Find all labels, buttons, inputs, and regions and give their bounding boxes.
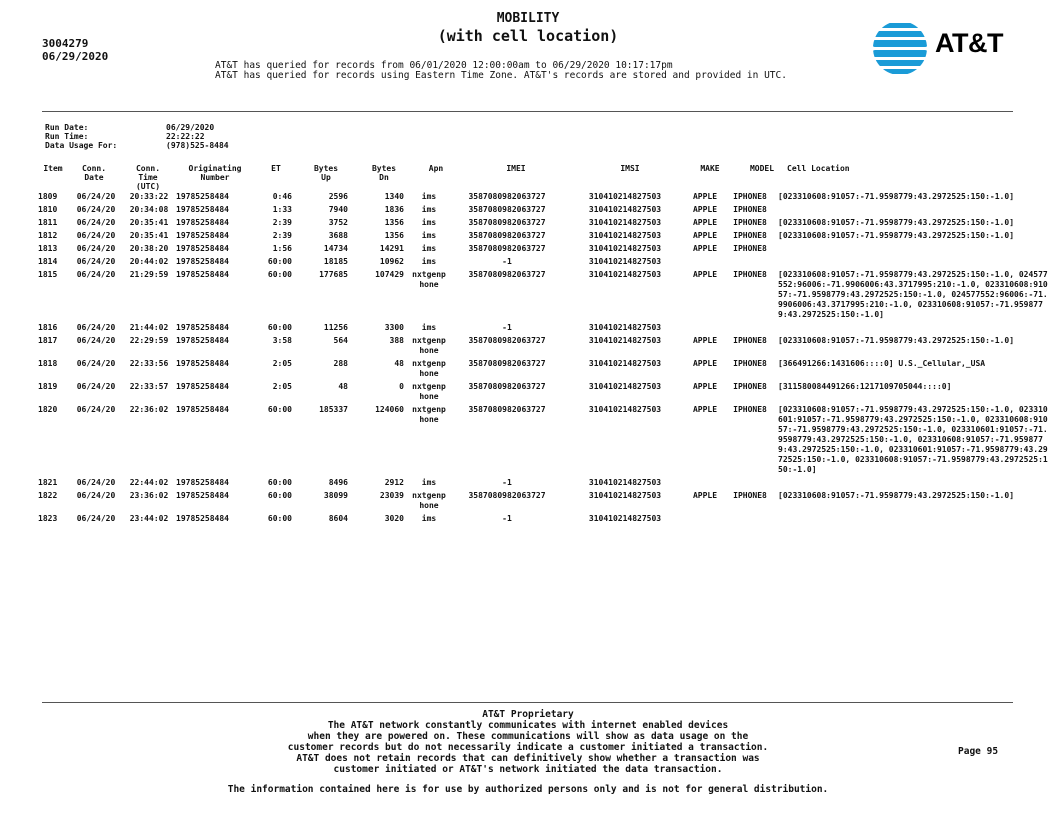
cell-location: [023310608:91057:-71.9598779:43.2972525:150:-1.0] (778, 218, 1015, 227)
cell-imei: -1 (502, 323, 512, 332)
cell-location (774, 205, 1052, 218)
cell-imsi: 310410214827503 (588, 405, 662, 414)
cell-imei: 3587080982063727 (468, 231, 546, 240)
cell-conn-date: 06/24/20 (76, 231, 116, 240)
cell-model (726, 323, 774, 336)
cell-bytes-dn: 1836 (384, 205, 404, 214)
cell-originating-number: 19785258484 (176, 382, 229, 391)
cell-et: 60:00 (267, 257, 292, 266)
footer-line: The AT&T network constantly communicates with internet enabled devices (327, 720, 729, 731)
cell-conn-time: 22:33:56 (129, 359, 169, 368)
footer-line: customer initiated or AT&T's network initiated the data transaction. (333, 764, 723, 775)
cell-make (684, 257, 726, 270)
cell-make: APPLE (692, 244, 718, 253)
cell-imei: 3587080982063727 (468, 270, 546, 279)
cell-imsi: 310410214827503 (588, 218, 662, 227)
cell-make: APPLE (692, 336, 718, 345)
cell-et: 3:58 (272, 336, 292, 345)
cell-originating-number: 19785258484 (176, 514, 229, 523)
cell-imsi: 310410214827503 (588, 205, 662, 214)
cell-model: IPHONE8 (733, 382, 767, 391)
cell-conn-time: 20:34:08 (129, 205, 169, 214)
cell-item: 1821 (38, 478, 58, 487)
cell-originating-number: 19785258484 (176, 336, 229, 345)
cell-apn: ims (421, 478, 437, 487)
cell-conn-time: 22:36:02 (129, 405, 169, 414)
page-subtitle: (with cell location) (437, 27, 619, 45)
cell-item: 1813 (38, 244, 58, 253)
cell-bytes-up: 7940 (328, 205, 348, 214)
cell-et: 60:00 (267, 514, 292, 523)
cell-imsi: 310410214827503 (588, 359, 662, 368)
cell-apn: nxtgenphone (412, 382, 446, 401)
cell-originating-number: 19785258484 (176, 257, 229, 266)
cell-et: 1:56 (272, 244, 292, 253)
cell-conn-date: 06/24/20 (76, 205, 116, 214)
cell-location (774, 257, 1052, 270)
footer-title: AT&T Proprietary (482, 709, 574, 720)
cell-imsi: 310410214827503 (588, 514, 662, 523)
table-row (38, 231, 1052, 244)
cell-location (774, 323, 1052, 336)
cell-bytes-up: 3752 (328, 218, 348, 227)
cell-et: 2:39 (272, 231, 292, 240)
cell-apn: ims (421, 205, 437, 214)
cell-bytes-up: 8496 (328, 478, 348, 487)
cell-item: 1814 (38, 257, 58, 266)
cell-bytes-dn: 124060 (375, 405, 404, 414)
col-item-header: Item (43, 164, 63, 173)
att-logo-text: AT&T (935, 28, 1003, 58)
cell-conn-date: 06/24/20 (76, 244, 116, 253)
cell-conn-date: 06/24/20 (76, 323, 116, 332)
cell-location (774, 478, 1052, 491)
cell-make: APPLE (692, 231, 718, 240)
cell-conn-date: 06/24/20 (76, 192, 116, 201)
footer-line: AT&T does not retain records that can definitively show whether a transaction was (296, 753, 760, 764)
cell-originating-number: 19785258484 (176, 359, 229, 368)
page-number: Page 95 (958, 746, 999, 757)
cell-conn-time: 20:38:20 (129, 244, 169, 253)
cell-conn-time: 21:29:59 (129, 270, 169, 279)
cell-location: [023310608:91057:-71.9598779:43.2972525:150:-1.0] (778, 231, 1015, 240)
cell-make (684, 514, 726, 527)
cell-conn-time: 20:33:22 (129, 192, 169, 201)
cell-location: [366491266:1431606::::0] U.S._Cellular,_USA (778, 359, 986, 368)
cell-conn-date: 06/24/20 (76, 336, 116, 345)
cell-bytes-up: 11256 (323, 323, 348, 332)
cell-conn-time: 20:44:02 (129, 257, 169, 266)
cell-item: 1809 (38, 192, 58, 201)
table-row (38, 218, 1052, 231)
cell-imsi: 310410214827503 (588, 257, 662, 266)
cell-originating-number: 19785258484 (176, 244, 229, 253)
cell-originating-number: 19785258484 (176, 405, 229, 414)
cell-imei: 3587080982063727 (468, 218, 546, 227)
query-range-text: AT&T has queried for records from 06/01/2020 12:00:00am to 06/29/2020 10:17:17pm (215, 60, 673, 71)
cell-model: IPHONE8 (733, 405, 767, 414)
cell-item: 1818 (38, 359, 58, 368)
col-imei-header: IMEI (506, 164, 526, 173)
cell-bytes-dn: 23039 (379, 491, 404, 500)
col-originating-header: Originating Number (188, 164, 242, 182)
cell-make: APPLE (692, 405, 718, 414)
cell-et: 2:05 (272, 382, 292, 391)
cell-model (726, 514, 774, 527)
cell-conn-date: 06/24/20 (76, 405, 116, 414)
cell-bytes-up: 177685 (319, 270, 348, 279)
footer-divider (42, 702, 1013, 703)
cell-conn-date: 06/24/20 (76, 514, 116, 523)
cell-bytes-dn: 0 (399, 382, 404, 391)
col-apn-header: Apn (428, 164, 444, 173)
cell-item: 1811 (38, 218, 58, 227)
header-divider (42, 111, 1013, 112)
cell-make: APPLE (692, 382, 718, 391)
cell-item: 1819 (38, 382, 58, 391)
cell-apn: ims (421, 514, 437, 523)
cell-imei: 3587080982063727 (468, 359, 546, 368)
cell-et: 60:00 (267, 270, 292, 279)
cell-model: IPHONE8 (733, 231, 767, 240)
cell-bytes-up: 564 (333, 336, 348, 345)
cell-originating-number: 19785258484 (176, 270, 229, 279)
col-bytes-up-header: Bytes Up (313, 164, 339, 182)
page-title: MOBILITY (496, 11, 560, 26)
col-et-header: ET (271, 164, 281, 173)
table-row (38, 405, 1052, 478)
cell-apn: nxtgenphone (412, 491, 446, 510)
cell-apn: nxtgenphone (412, 270, 446, 289)
cell-model: IPHONE8 (733, 205, 767, 214)
cell-apn: ims (421, 218, 437, 227)
cell-location: [023310608:91057:-71.9598779:43.2972525:150:-1.0, 024577552:96006:-71.9906006:43.3717995:210:-1.0, 023310608:91057:-71.9598779:43.2972525:150:-1.0, 024577552:96006:-71.9906006:43.3717995:210:-1.0, 023310608:91057:-71.9598779:43.2972525:150:-1.0] (778, 270, 1048, 319)
cell-bytes-up: 288 (333, 359, 348, 368)
cell-location: [023310608:91057:-71.9598779:43.2972525:150:-1.0, 023310601:91057:-71.9598779:43.2972525:150:-1.0, 023310608:91057:-71.9598779:43.2972525:150:-1.0, 023310601:91057:-71.9598779:43.2972525:150:-1.0, 023310608:91057:-71.9598779:43.2972525:150:-1.0, 023310601:91057:-71.9598779:43.2972525:150:-1.0, 023310608:91057:-71.9598779:43.2972525:150:-1.0] (778, 405, 1048, 474)
cell-et: 60:00 (267, 405, 292, 414)
cell-apn: nxtgenphone (412, 336, 446, 355)
cell-make: APPLE (692, 192, 718, 201)
table-row (38, 192, 1052, 205)
cell-bytes-up: 185337 (319, 405, 348, 414)
cell-originating-number: 19785258484 (176, 491, 229, 500)
cell-originating-number: 19785258484 (176, 478, 229, 487)
cell-apn: ims (421, 257, 437, 266)
cell-apn: nxtgenphone (412, 359, 446, 378)
cell-imei: 3587080982063727 (468, 205, 546, 214)
cell-make: APPLE (692, 491, 718, 500)
cell-imei: 3587080982063727 (468, 382, 546, 391)
cell-item: 1820 (38, 405, 58, 414)
cell-et: 2:05 (272, 359, 292, 368)
cell-conn-time: 23:44:02 (129, 514, 169, 523)
cell-conn-date: 06/24/20 (76, 257, 116, 266)
cell-model: IPHONE8 (733, 270, 767, 279)
run-time-label: Run Time: (45, 132, 89, 141)
cell-bytes-dn: 1356 (384, 231, 404, 240)
document-date: 06/29/2020 (42, 50, 109, 63)
cell-model: IPHONE8 (733, 192, 767, 201)
footer-line: when they are powered on. These communications will show as data usage on the (307, 731, 749, 742)
cell-et: 60:00 (267, 478, 292, 487)
table-row (38, 257, 1052, 270)
cell-location (774, 244, 1052, 257)
cell-conn-date: 06/24/20 (76, 491, 116, 500)
cell-imsi: 310410214827503 (588, 244, 662, 253)
cell-conn-time: 21:44:02 (129, 323, 169, 332)
cell-originating-number: 19785258484 (176, 323, 229, 332)
cell-location: [023310608:91057:-71.9598779:43.2972525:150:-1.0] (778, 491, 1015, 500)
records-table (38, 192, 1052, 527)
cell-conn-date: 06/24/20 (76, 478, 116, 487)
query-timezone-text: AT&T has queried for records using Eastern Time Zone. AT&T's records are stored and provided in UTC. (215, 70, 787, 81)
table-row (38, 270, 1052, 323)
cell-conn-time: 20:35:41 (129, 231, 169, 240)
cell-imsi: 310410214827503 (588, 336, 662, 345)
cell-et: 0:46 (272, 192, 292, 201)
cell-bytes-dn: 388 (389, 336, 404, 345)
cell-bytes-up: 2596 (328, 192, 348, 201)
cell-make: APPLE (692, 270, 718, 279)
cell-bytes-up: 18185 (323, 257, 348, 266)
table-row (38, 491, 1052, 514)
table-row (38, 359, 1052, 382)
cell-conn-date: 06/24/20 (76, 359, 116, 368)
cell-originating-number: 19785258484 (176, 205, 229, 214)
cell-apn: ims (421, 231, 437, 240)
cell-imei: 3587080982063727 (468, 244, 546, 253)
cell-imsi: 310410214827503 (588, 270, 662, 279)
table-row (38, 478, 1052, 491)
cell-make: APPLE (692, 359, 718, 368)
cell-item: 1822 (38, 491, 58, 500)
col-conn-date-header: Conn. Date (81, 164, 107, 182)
cell-imei: 3587080982063727 (468, 336, 546, 345)
cell-bytes-dn: 1340 (384, 192, 404, 201)
cell-model: IPHONE8 (733, 359, 767, 368)
cell-et: 2:39 (272, 218, 292, 227)
cell-apn: nxtgenphone (412, 405, 446, 424)
cell-bytes-dn: 3020 (384, 514, 404, 523)
cell-et: 1:33 (272, 205, 292, 214)
col-imsi-header: IMSI (620, 164, 640, 173)
cell-bytes-dn: 2912 (384, 478, 404, 487)
cell-conn-date: 06/24/20 (76, 270, 116, 279)
distribution-notice: The information contained here is for use by authorized persons only and is not for general distribution. (227, 784, 829, 795)
table-row (38, 205, 1052, 218)
cell-imsi: 310410214827503 (588, 192, 662, 201)
run-date-label: Run Date: (45, 123, 89, 132)
cell-bytes-up: 3688 (328, 231, 348, 240)
cell-item: 1810 (38, 205, 58, 214)
cell-bytes-up: 48 (338, 382, 348, 391)
cell-bytes-dn: 3300 (384, 323, 404, 332)
cell-imei: -1 (502, 478, 512, 487)
cell-imsi: 310410214827503 (588, 478, 662, 487)
cell-bytes-dn: 10962 (379, 257, 404, 266)
cell-imsi: 310410214827503 (588, 382, 662, 391)
cell-model: IPHONE8 (733, 491, 767, 500)
table-row (38, 244, 1052, 257)
cell-imei: -1 (502, 514, 512, 523)
cell-conn-time: 22:44:02 (129, 478, 169, 487)
cell-apn: ims (421, 323, 437, 332)
run-date-value: 06/29/2020 (166, 123, 215, 132)
cell-imei: 3587080982063727 (468, 405, 546, 414)
cell-imei: 3587080982063727 (468, 491, 546, 500)
cell-bytes-up: 14734 (323, 244, 348, 253)
col-bytes-dn-header: Bytes Dn (371, 164, 397, 182)
cell-imsi: 310410214827503 (588, 323, 662, 332)
cell-imei: -1 (502, 257, 512, 266)
cell-imsi: 310410214827503 (588, 491, 662, 500)
cell-location: [023310608:91057:-71.9598779:43.2972525:150:-1.0] (778, 192, 1015, 201)
cell-conn-time: 22:33:57 (129, 382, 169, 391)
cell-model: IPHONE8 (733, 336, 767, 345)
cell-model: IPHONE8 (733, 218, 767, 227)
table-row (38, 514, 1052, 527)
cell-conn-time: 22:29:59 (129, 336, 169, 345)
cell-model: IPHONE8 (733, 244, 767, 253)
table-row (38, 323, 1052, 336)
cell-et: 60:00 (267, 323, 292, 332)
cell-model (726, 257, 774, 270)
col-cell-location-header: Cell Location (787, 164, 850, 173)
cell-item: 1812 (38, 231, 58, 240)
cell-conn-date: 06/24/20 (76, 382, 116, 391)
cell-make (684, 478, 726, 491)
cell-bytes-dn: 14291 (379, 244, 404, 253)
account-id: 3004279 (42, 37, 89, 50)
cell-imsi: 310410214827503 (588, 231, 662, 240)
cell-bytes-up: 8604 (328, 514, 348, 523)
cell-location (774, 514, 1052, 527)
col-model-header: MODEL (749, 164, 775, 173)
cell-make (684, 323, 726, 336)
cell-originating-number: 19785258484 (176, 218, 229, 227)
cell-et: 60:00 (267, 491, 292, 500)
col-make-header: MAKE (700, 164, 720, 173)
cell-conn-time: 20:35:41 (129, 218, 169, 227)
cell-originating-number: 19785258484 (176, 192, 229, 201)
cell-make: APPLE (692, 205, 718, 214)
cell-model (726, 478, 774, 491)
cell-originating-number: 19785258484 (176, 231, 229, 240)
cell-bytes-dn: 107429 (375, 270, 404, 279)
cell-location: [311580084491266:1217109705044::::0] (778, 382, 952, 391)
cell-make: APPLE (692, 218, 718, 227)
cell-apn: ims (421, 244, 437, 253)
cell-apn: ims (421, 192, 437, 201)
usage-for-value: (978)525-8484 (166, 141, 229, 150)
run-time-value: 22:22:22 (166, 132, 205, 141)
table-row (38, 382, 1052, 405)
col-conn-time-header: Conn. Time (UTC) (135, 164, 161, 191)
cell-bytes-dn: 1356 (384, 218, 404, 227)
usage-for-label: Data Usage For: (45, 141, 118, 150)
cell-bytes-dn: 48 (394, 359, 404, 368)
cell-item: 1823 (38, 514, 58, 523)
cell-location: [023310608:91057:-71.9598779:43.2972525:150:-1.0] (778, 336, 1015, 345)
cell-item: 1817 (38, 336, 58, 345)
cell-conn-date: 06/24/20 (76, 218, 116, 227)
cell-imei: 3587080982063727 (468, 192, 546, 201)
cell-bytes-up: 38099 (323, 491, 348, 500)
cell-item: 1815 (38, 270, 58, 279)
footer-line: customer records but do not necessarily indicate a customer initiated a transaction. (287, 742, 769, 753)
cell-item: 1816 (38, 323, 58, 332)
cell-conn-time: 23:36:02 (129, 491, 169, 500)
table-row (38, 336, 1052, 359)
